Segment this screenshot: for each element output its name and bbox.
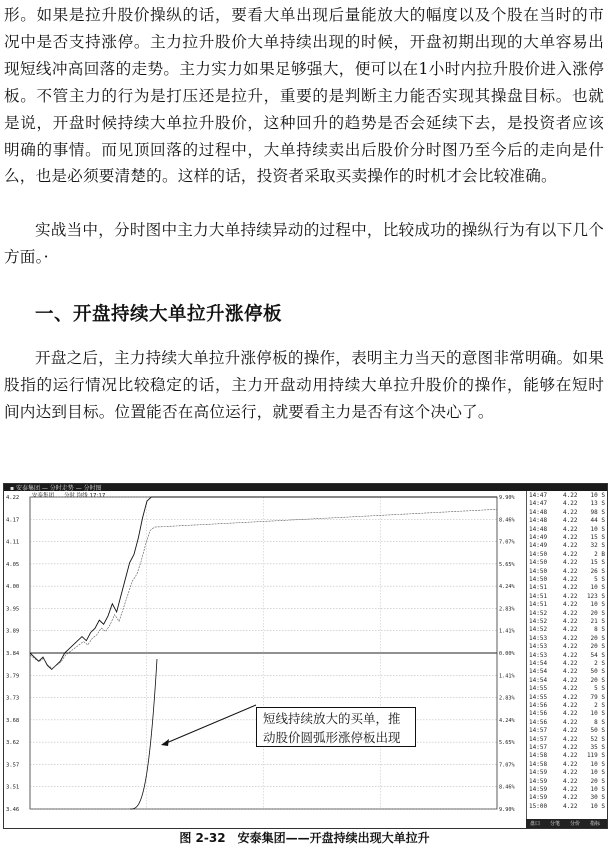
trade-row [529,652,607,660]
trade-volume: 123 S [586,592,605,600]
trade-time: 14:57 [529,727,548,735]
percent-tick-label: 2.83% [499,695,515,702]
percent-tick-label: 4.24% [499,584,515,591]
trade-row [529,685,607,693]
trade-price: 4.22 [563,668,578,676]
price-tick-label: 4.17 [6,517,20,524]
trade-time: 14:54 [529,676,548,684]
trade-volume: 44 S [590,517,605,525]
price-tick-label: 3.68 [6,717,20,724]
trade-row [529,509,607,517]
ticker-tab[interactable]: 盘口 [530,821,541,827]
trade-volume: 2 B [594,550,605,558]
callout-arrow-head [161,739,169,746]
trade-price: 4.22 [563,760,578,768]
trade-row [529,568,607,576]
trade-price: 4.22 [563,735,578,743]
trade-volume: 20 S [590,777,605,785]
trade-volume: 54 S [590,651,605,659]
trade-price: 4.22 [563,618,578,625]
trade-volume: 20 S [590,676,605,684]
trade-volume: 2 S [594,660,605,667]
trade-price: 4.22 [563,542,578,550]
trade-row [529,736,607,744]
trade-time: 14:50 [529,550,548,558]
callout-arrow-line [164,705,256,744]
trade-row [529,542,607,550]
percent-tick-label: 4.24% [499,717,515,724]
trade-time: 14:57 [529,744,548,751]
trade-price: 4.22 [563,643,578,651]
trade-row [529,803,607,811]
ticker-tab-bar [526,819,607,828]
trade-row [529,500,607,508]
trade-time: 14:51 [529,601,548,609]
chart-window-title: ▪ 安泰集团 — 分时走势 — 分时图 [10,485,102,492]
trade-time: 14:50 [529,576,548,583]
trade-volume: 10 S [590,584,605,592]
trade-volume: 10 S [590,769,605,777]
price-tick-label: 3.95 [6,606,20,613]
trade-volume: 32 S [590,542,605,550]
trade-row [529,601,607,609]
percent-tick-label: 0.00% [499,651,515,657]
chart-subtitle: 分时 均线 17:17 [64,493,106,499]
trade-row [529,727,607,735]
figure-number: 图 2-32 [179,831,226,845]
trade-row [529,719,607,727]
trade-time: 14:49 [529,542,548,550]
percent-tick-label: 2.83% [499,606,515,613]
trade-volume: 50 S [590,727,605,735]
trade-volume: 35 S [590,744,605,751]
price-tick-label: 3.62 [6,740,20,747]
trade-volume: 10 S [590,802,605,810]
trade-price: 4.22 [563,744,578,751]
trade-time: 14:58 [529,760,548,768]
percent-tick-label: 1.41% [499,673,515,680]
trade-volume: 8 S [594,626,605,634]
trade-row [529,752,607,760]
trade-time: 14:47 [529,500,548,508]
trade-time: 14:54 [529,660,548,667]
percent-tick-label: 9.90% [499,807,515,813]
price-tick-label: 4.11 [6,539,20,546]
trade-volume: 2 S [594,702,605,709]
trade-row [529,694,607,702]
trade-ticker-panel [526,491,608,828]
trade-price: 4.22 [563,802,578,810]
trade-volume: 20 S [590,643,605,651]
trade-row [529,643,607,651]
trade-price: 4.22 [563,500,578,508]
trade-row [529,660,607,668]
trade-row [529,668,607,676]
trade-price: 4.22 [563,592,578,600]
trade-time: 14:54 [529,668,548,676]
trade-row [529,610,607,618]
trade-volume: 5 S [594,576,605,583]
trade-price: 4.22 [563,626,578,634]
trade-price: 4.22 [563,584,578,592]
trade-volume: 13 S [590,500,605,508]
trade-time: 14:52 [529,626,548,634]
price-tick-label: 3.46 [6,807,20,813]
figure-title: 安泰集团——开盘持续出现大单拉升 [237,831,430,845]
trade-row [529,559,607,567]
paragraph-continuation: 形。如果是拉升股价操纵的话，要看大单出现后量能放大的幅度以及个股在当时的市况中是否支持涨停。主力拉升股价大单持续出现的时候，开盘初期出现的大单容易出现短线冲高回落的走势。主力实力如果足够强大，便可以在1小时内拉升股价进入涨停板。不管主力的行为是打压还是拉升，重要的是判断主力能否实现其操盘目标。也就是说，开盘时候持续大单拉升股价，这种回升的趋势是否会延续下去，是投资者应该明确的事情。而见顶回落的过程中，大单持续卖出后股价分时图乃至今后的走向是什么，也是必须要清楚的。这样的话，投资者采取买卖操作的时机才会比较准确。 [4,6,604,186]
price-tick-label: 4.00 [6,584,20,591]
paragraph-section-body: 开盘之后，主力持续大单拉升涨停板的操作，表明主力当天的意图非常明确。如果股指的运行情况比较稳定的话，主力开盘动用持续大单拉升股价的操作，能够在短时间内达到目标。位置能否在高位运行，就要看主力是否有这个决心了。 [4,349,604,421]
trade-volume: 10 S [590,760,605,768]
trade-time: 14:48 [529,508,548,516]
trade-row [529,794,607,802]
trade-time: 14:52 [529,609,548,617]
trade-volume: 10 S [590,601,605,609]
ticker-tab[interactable]: 分笔 [550,821,561,827]
trade-volume: 15 S [590,559,605,567]
trade-price: 4.22 [563,525,578,533]
percent-tick-label: 1.41% [499,628,515,635]
trade-time: 14:58 [529,752,548,760]
price-tick-label: 3.57 [6,762,20,769]
trade-price: 4.22 [563,550,578,558]
trade-volume: 10 S [590,710,605,718]
intraday-price-chart [4,491,526,828]
trade-price: 4.22 [563,660,578,667]
trade-time: 14:56 [529,718,548,726]
trade-time: 14:50 [529,567,548,575]
trade-volume: 119 S [586,752,605,760]
trade-price: 4.22 [563,651,578,659]
trade-row [529,677,607,685]
trade-price: 4.22 [563,702,578,709]
ticker-tab[interactable]: 指标 [590,821,601,827]
trade-row [529,492,607,500]
price-tick-label: 4.05 [6,561,20,568]
chart-window-titlebar [4,484,607,491]
price-series-line [30,497,497,669]
trade-row [529,786,607,794]
trade-price: 4.22 [563,576,578,583]
trade-time: 14:53 [529,651,548,659]
trade-price: 4.22 [563,718,578,726]
paragraph-intro: 实战当中，分时图中主力大单持续异动的过程中，比较成功的操纵行为有以下几个方面。· [4,221,604,266]
trade-volume: 52 S [590,735,605,743]
chart-annotation-callout: 短线持续放大的买单，推动股价圆弧形涨停板出现 [256,707,416,747]
trade-time: 14:59 [529,777,548,785]
trade-volume: 10 S [590,492,605,499]
trade-price: 4.22 [563,727,578,735]
trade-row [529,778,607,786]
percent-tick-label: 7.07% [499,762,515,769]
trade-volume: 79 S [590,693,605,701]
figure-caption [0,829,609,846]
trade-row [529,702,607,710]
trade-volume: 5 S [594,685,605,693]
trade-volume: 15 S [590,534,605,541]
trade-volume: 8 S [594,718,605,726]
trade-row [529,710,607,718]
price-tick-label: 3.51 [6,784,20,791]
trade-time: 14:48 [529,517,548,525]
trade-price: 4.22 [563,508,578,516]
trade-volume: 20 S [590,609,605,617]
price-tick-label: 3.79 [6,673,20,680]
trade-row [529,576,607,584]
trade-price: 4.22 [563,567,578,575]
percent-tick-label: 5.65% [499,740,515,747]
trade-volume: 98 S [590,508,605,516]
trade-price: 4.22 [563,676,578,684]
trade-volume: 50 S [590,668,605,676]
trade-volume: 21 S [590,618,605,625]
trade-price: 4.22 [563,786,578,793]
trade-price: 4.22 [563,769,578,777]
trade-time: 14:51 [529,584,548,592]
trade-time: 14:59 [529,769,548,777]
trade-time: 14:56 [529,710,548,718]
percent-tick-label: 5.65% [499,561,515,568]
trade-row [529,626,607,634]
trade-time: 14:49 [529,534,548,541]
trade-price: 4.22 [563,693,578,701]
trade-time: 14:53 [529,634,548,642]
trade-time: 14:51 [529,592,548,600]
chart-stock-name: 安泰集团 [32,493,55,499]
trade-price: 4.22 [563,752,578,760]
trade-time: 14:59 [529,786,548,793]
section-heading: 一、开盘持续大单拉升涨停板 [35,304,283,325]
trade-price: 4.22 [563,601,578,609]
percent-tick-label: 9.90% [499,495,515,501]
ticker-tab[interactable]: 分价 [570,821,581,827]
percent-tick-label: 7.07% [499,539,515,546]
price-tick-label: 3.89 [6,628,20,635]
trade-time: 14:55 [529,685,548,693]
trade-volume: 30 S [590,794,605,802]
trade-row [529,744,607,752]
price-tick-label: 4.22 [6,495,20,501]
trade-volume: 10 S [590,786,605,793]
trade-row [529,769,607,777]
trade-time: 14:56 [529,702,548,709]
trade-price: 4.22 [563,794,578,802]
trade-row [529,551,607,559]
price-tick-label: 3.84 [6,651,20,657]
trade-row [529,584,607,592]
trade-time: 14:52 [529,618,548,625]
trade-price: 4.22 [563,517,578,525]
trade-price: 4.22 [563,609,578,617]
trade-price: 4.22 [563,534,578,541]
intraday-chart-figure [3,483,608,829]
trade-time: 14:50 [529,559,548,567]
trade-row [529,593,607,601]
trade-price: 4.22 [563,777,578,785]
trade-price: 4.22 [563,492,578,499]
trade-row [529,526,607,534]
trade-row [529,635,607,643]
trade-time: 14:47 [529,492,548,499]
trade-time: 15:00 [529,802,548,810]
trade-row [529,517,607,525]
percent-tick-label: 8.46% [499,784,515,791]
trade-price: 4.22 [563,634,578,642]
trade-volume: 10 S [590,525,605,533]
percent-tick-label: 8.46% [499,517,515,524]
trade-time: 14:55 [529,693,548,701]
price-tick-label: 3.73 [6,695,20,702]
trade-price: 4.22 [563,559,578,567]
trade-time: 14:59 [529,794,548,802]
trade-price: 4.22 [563,710,578,718]
trade-time: 14:53 [529,643,548,651]
trade-volume: 26 S [590,567,605,575]
trade-volume: 20 S [590,634,605,642]
trade-time: 14:57 [529,735,548,743]
trade-time: 14:48 [529,525,548,533]
trade-row [529,534,607,542]
volume-spike [130,659,157,809]
trade-row [529,761,607,769]
trade-row [529,618,607,626]
trade-price: 4.22 [563,685,578,693]
